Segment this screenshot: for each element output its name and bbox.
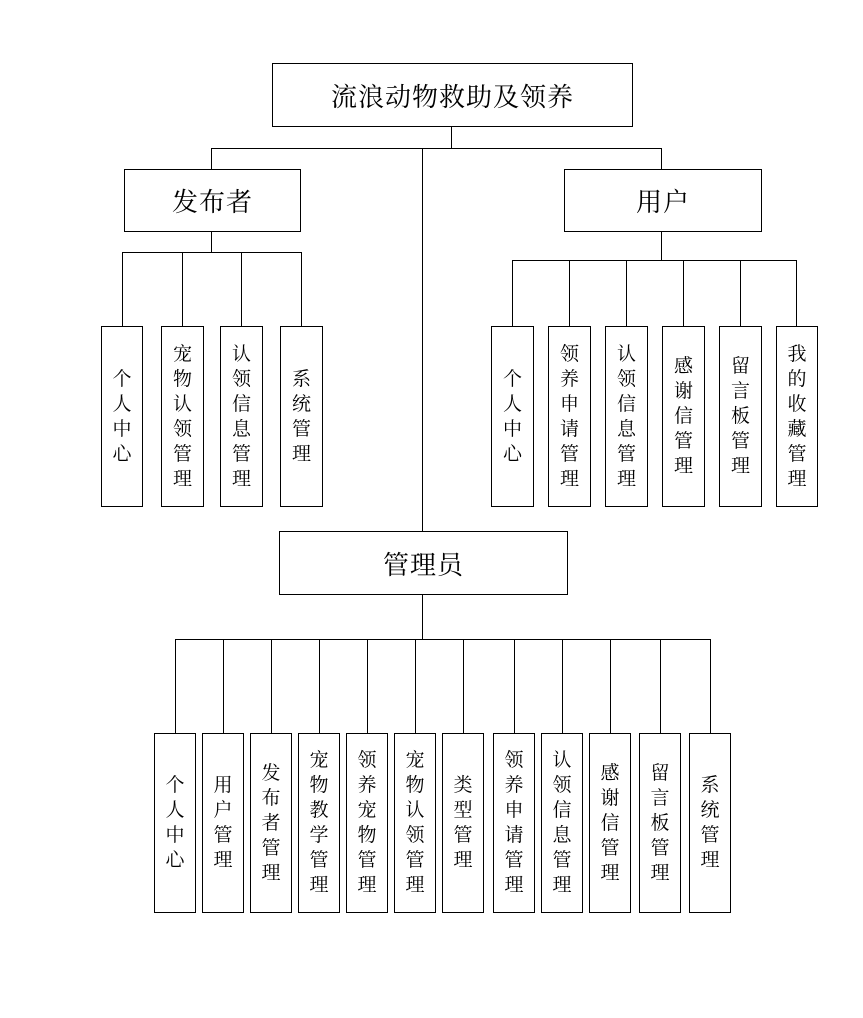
module-label: 宠物认领管理 (172, 342, 192, 490)
connector-line (182, 252, 183, 326)
module-box (154, 733, 196, 913)
connector-line (610, 639, 611, 733)
connector-line (422, 594, 423, 639)
module-label: 类型管理 (453, 774, 473, 871)
connector-line (422, 148, 423, 532)
module-box (346, 733, 388, 913)
module-label: 我的收藏管理 (787, 342, 807, 490)
module-label: 宠物教学管理 (309, 749, 329, 896)
module-box (719, 326, 762, 507)
module-label: 感谢信管理 (600, 761, 620, 884)
module-label: 领养申请管理 (504, 749, 524, 896)
module-label: 用户管理 (213, 774, 233, 871)
module-box (442, 733, 484, 913)
module-box (548, 326, 591, 507)
connector-line (415, 639, 416, 733)
connector-line (122, 252, 123, 326)
module-label: 发布者管理 (261, 761, 281, 884)
connector-line (175, 639, 711, 640)
module-box (541, 733, 583, 913)
role-node-admin (279, 531, 568, 595)
connector-line (175, 639, 176, 733)
module-box (776, 326, 818, 507)
connector-line (683, 260, 684, 326)
module-label: 留言板管理 (730, 355, 750, 477)
module-box (220, 326, 263, 507)
module-box (394, 733, 436, 913)
connector-line (211, 231, 212, 252)
module-label: 系统管理 (291, 367, 311, 465)
role-label-user: 用户 (635, 188, 690, 218)
module-label: 宠物认领管理 (405, 749, 425, 896)
module-label: 个人中心 (502, 367, 522, 465)
role-node-user (564, 169, 762, 232)
module-box (101, 326, 143, 507)
module-label: 系统管理 (700, 774, 720, 871)
connector-line (271, 639, 272, 733)
role-label-publisher: 发布者 (171, 188, 253, 218)
module-label: 领养宠物管理 (357, 749, 377, 896)
connector-line (710, 639, 711, 733)
connector-line (211, 148, 212, 169)
module-box (298, 733, 340, 913)
connector-line (569, 260, 570, 326)
connector-line (514, 639, 515, 733)
connector-line (562, 639, 563, 733)
connector-line (796, 260, 797, 326)
module-box (491, 326, 534, 507)
module-box (605, 326, 648, 507)
module-label: 认领信息管理 (616, 342, 636, 490)
connector-line (626, 260, 627, 326)
connector-line (512, 260, 513, 326)
module-box (202, 733, 244, 913)
connector-line (740, 260, 741, 326)
module-box (280, 326, 323, 507)
connector-line (122, 252, 302, 253)
module-label: 个人中心 (165, 774, 185, 871)
role-node-publisher (124, 169, 301, 232)
connector-line (211, 148, 662, 149)
module-label: 认领信息管理 (552, 749, 572, 896)
connector-line (661, 148, 662, 169)
connector-line (319, 639, 320, 733)
module-label: 感谢信管理 (673, 355, 693, 477)
role-label-admin: 管理员 (382, 550, 464, 581)
module-box (662, 326, 705, 507)
connector-line (451, 126, 452, 148)
module-box (250, 733, 292, 913)
connector-line (661, 231, 662, 260)
connector-line (660, 639, 661, 733)
module-label: 认领信息管理 (231, 342, 251, 490)
connector-line (301, 252, 302, 326)
module-label: 领养申请管理 (559, 342, 579, 490)
module-box (493, 733, 535, 913)
connector-line (241, 252, 242, 326)
connector-line (463, 639, 464, 733)
module-box (689, 733, 731, 913)
module-box (589, 733, 631, 913)
root-label: 流浪动物救助及领养 (330, 82, 574, 113)
connector-line (223, 639, 224, 733)
module-label: 留言板管理 (650, 761, 670, 884)
module-label: 个人中心 (112, 367, 132, 465)
module-box (639, 733, 681, 913)
connector-line (512, 260, 797, 261)
module-box (161, 326, 204, 507)
connector-line (367, 639, 368, 733)
root-node (272, 63, 633, 127)
